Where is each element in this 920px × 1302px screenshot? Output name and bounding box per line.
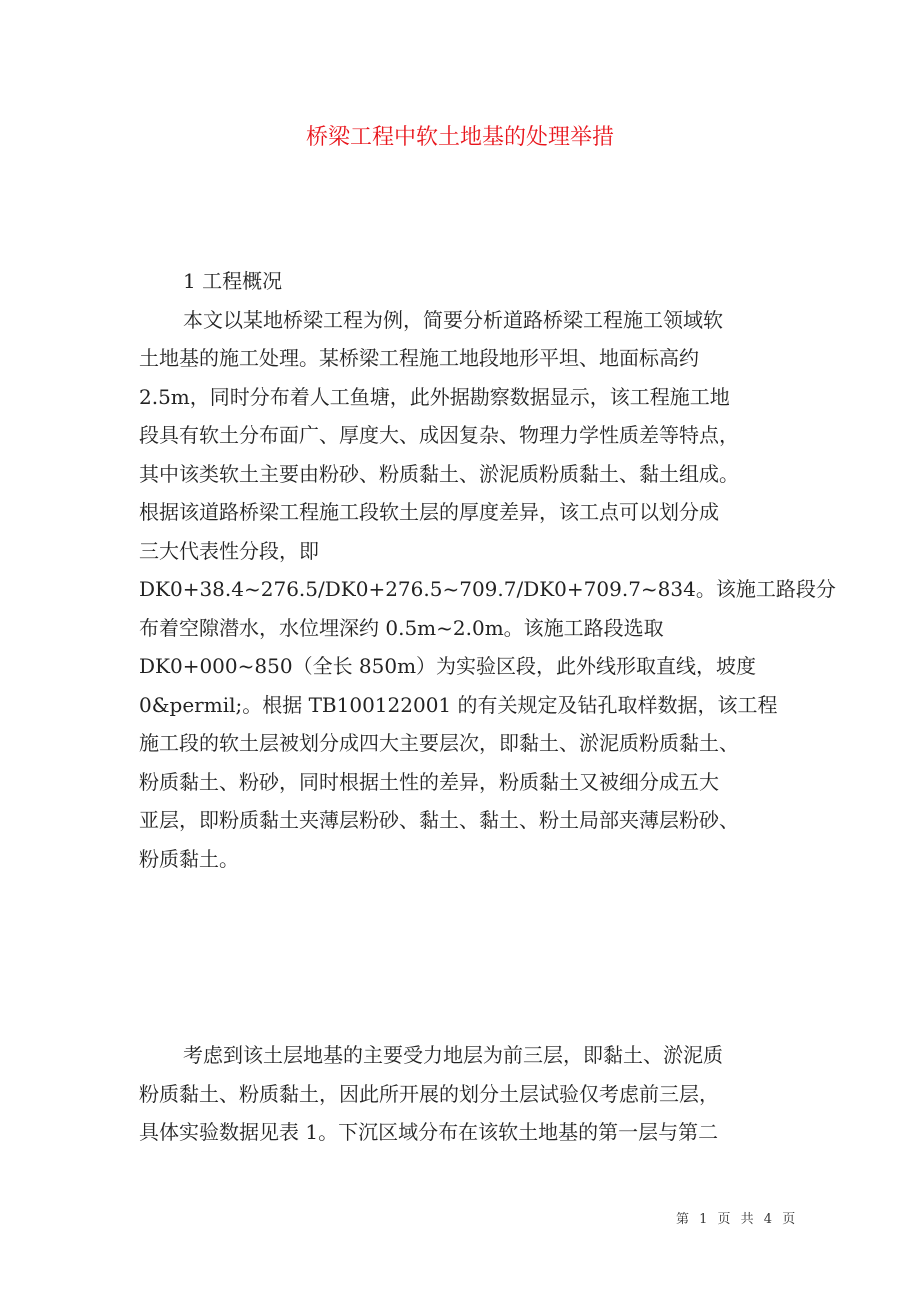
page-number-footer: 第 1 页 共 4 页 [676,1212,799,1227]
document-body [139,262,836,878]
paragraph-line: 土地基的施工处理。某桥梁工程施工地段地形平坦、地面标高约 [139,346,699,370]
paragraph-line: DK0+000~850（全长 850m）为实验区段，此外线形取直线，坡度 [139,654,757,678]
paragraph-line: 具体实验数据见表 1。下沉区域分布在该软土地基的第一层与第二 [139,1120,719,1144]
document-paragraph-2 [139,1036,789,1152]
paragraph-line: 段具有软土分布面广、厚度大、成因复杂、物理力学性质差等特点， [139,423,739,447]
section-heading: 1 工程概况 [183,269,283,293]
paragraph-line: 0&permil;。根据 TB100122001 的有关规定及钻孔取样数据，该工程 [139,692,778,717]
paragraph-line: 根据该道路桥梁工程施工段软土层的厚度差异，该工点可以划分成 [139,500,719,524]
paragraph-line: 粉质黏土、粉质黏土，因此所开展的划分土层试验仅考虑前三层， [139,1081,719,1106]
paragraph-line: DK0+38.4~276.5/DK0+276.5~709.7/DK0+709.7~834。该施工路段分 [139,577,836,601]
paragraph-line: 粉质黏土。 [139,846,239,871]
paragraph-line: 考虑到该土层地基的主要受力地层为前三层，即黏土、淤泥质 [183,1043,723,1067]
paragraph-line: 本文以某地桥梁工程为例，简要分析道路桥梁工程施工领域软 [183,307,723,332]
paragraph-line: 粉质黏土、粉砂，同时根据土性的差异，粉质黏土又被细分成五大 [139,769,719,794]
paragraph-line: 亚层，即粉质黏土夹薄层粉砂、黏土、黏土、粉土局部夹薄层粉砂、 [139,808,739,832]
paragraph-line: 其中该类软土主要由粉砂、粉质黏土、淤泥质粉质黏土、黏土组成。 [139,461,739,486]
document-title: 桥梁工程中软土地基的处理举措 [305,125,614,150]
paragraph-line: 布着空隙潜水，水位埋深约 0.5m~2.0m。该施工路段选取 [139,615,664,640]
paragraph-line: 三大代表性分段，即 [139,538,319,563]
paragraph-line: 2.5m，同时分布着人工鱼塘，此外据勘察数据显示，该工程施工地 [139,384,730,409]
paragraph-line: 施工段的软土层被划分成四大主要层次，即黏土、淤泥质粉质黏土、 [139,731,739,755]
